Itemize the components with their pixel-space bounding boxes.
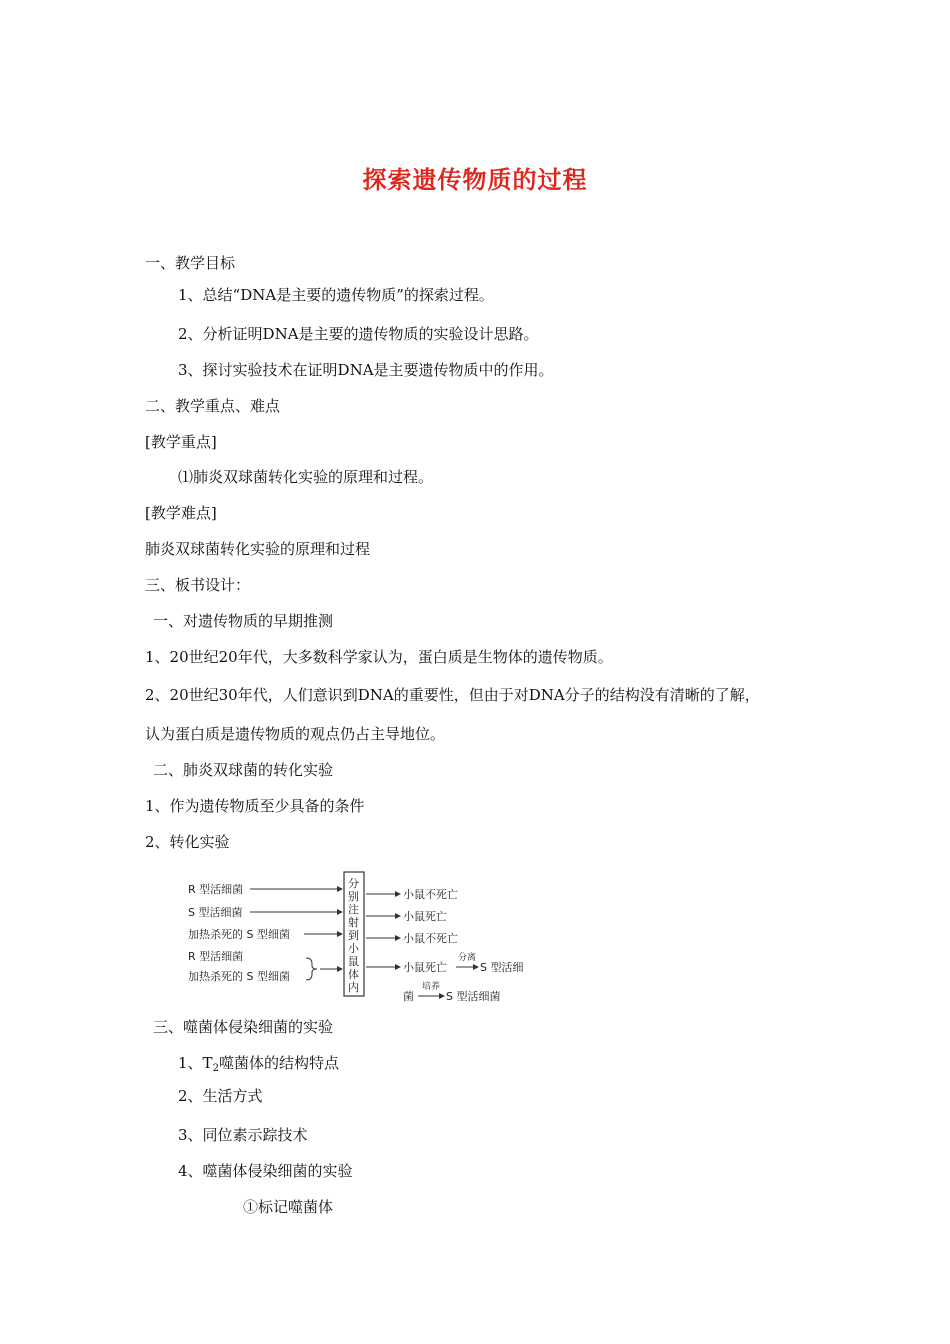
diagram-sep-result: S 型活细 bbox=[480, 961, 524, 974]
text-line: [教学难点] bbox=[145, 504, 217, 522]
diagram-label-right: 小鼠死亡 bbox=[403, 910, 447, 923]
diagram-center-char: 到 bbox=[348, 929, 359, 942]
section-heading: 二、肺炎双球菌的转化实验 bbox=[153, 761, 334, 779]
diagram-center-char: 小 bbox=[348, 942, 359, 955]
text-line: 2、20世纪30年代，人们意识到DNA的重要性，但由于对DNA分子的结构没有清晰的了解， bbox=[145, 686, 760, 704]
text-line: 1、总结“DNA是主要的遗传物质”的探索过程。 bbox=[178, 286, 494, 304]
text-line: 2、转化实验 bbox=[145, 833, 230, 851]
transformation-experiment-diagram bbox=[180, 866, 540, 1016]
text-fragment: 1、T bbox=[178, 1054, 213, 1072]
text-line: 2、分析证明DNA是主要的遗传物质的实验设计思路。 bbox=[178, 325, 539, 343]
diagram-center-char: 注 bbox=[348, 903, 359, 916]
text-line: ⑴肺炎双球菌转化实验的原理和过程。 bbox=[178, 468, 434, 486]
text-line: 4、噬菌体侵染细菌的实验 bbox=[178, 1162, 353, 1180]
diagram-center-char: 射 bbox=[348, 916, 359, 929]
subscript: 2 bbox=[212, 1063, 219, 1074]
text-line: 1、20世纪20年代，大多数科学家认为，蛋白质是生物体的遗传物质。 bbox=[145, 648, 613, 666]
diagram-label-left: 加热杀死的 S 型细菌 bbox=[188, 970, 290, 983]
section-heading: 三、噬菌体侵染细菌的实验 bbox=[153, 1018, 334, 1036]
page-title: 探索遗传物质的过程 bbox=[362, 166, 588, 194]
text-line: 3、同位素示踪技术 bbox=[178, 1126, 308, 1144]
text-line bbox=[178, 1053, 339, 1079]
diagram-center-char: 内 bbox=[348, 981, 359, 994]
section-heading: 三、板书设计： bbox=[145, 576, 251, 594]
diagram-label-right: 小鼠不死亡 bbox=[403, 932, 458, 945]
text-line: 1、作为遗传物质至少具备的条件 bbox=[145, 797, 365, 815]
diagram-label-left: R 型活细菌 bbox=[188, 883, 244, 896]
text-line: 2、生活方式 bbox=[178, 1087, 263, 1105]
text-line: 认为蛋白质是遗传物质的观点仍占主导地位。 bbox=[145, 725, 446, 743]
diagram-sep-label: 分离 bbox=[458, 953, 477, 963]
diagram-label-left: S 型活细菌 bbox=[188, 906, 243, 919]
diagram-label-left: R 型活细菌 bbox=[188, 950, 244, 963]
section-heading: 一、对遗传物质的早期推测 bbox=[153, 612, 334, 630]
diagram-label-right: 小鼠死亡 bbox=[403, 961, 447, 974]
text-line: 3、探讨实验技术在证明DNA是主要遗传物质中的作用。 bbox=[178, 361, 554, 379]
text-line: [教学重点] bbox=[145, 433, 217, 451]
diagram-culture-result: S 型活细菌 bbox=[446, 990, 501, 1003]
diagram-brace bbox=[306, 958, 317, 980]
text-line: 肺炎双球菌转化实验的原理和过程 bbox=[145, 540, 371, 558]
diagram-center-char: 别 bbox=[348, 890, 359, 903]
diagram-center-char: 鼠 bbox=[348, 955, 359, 968]
section-heading: 二、教学重点、难点 bbox=[145, 397, 281, 415]
diagram-culture-prefix: 菌 bbox=[403, 990, 414, 1003]
text-line: ①标记噬菌体 bbox=[243, 1198, 334, 1216]
diagram-culture-label: 培养 bbox=[422, 982, 441, 992]
diagram-center-char: 体 bbox=[348, 968, 359, 981]
section-heading: 一、教学目标 bbox=[145, 254, 236, 272]
diagram-label-right: 小鼠不死亡 bbox=[403, 888, 458, 901]
diagram-center-char: 分 bbox=[348, 877, 359, 890]
diagram-label-left: 加热杀死的 S 型细菌 bbox=[188, 928, 290, 941]
text-fragment: 噬菌体的结构特点 bbox=[218, 1054, 339, 1072]
